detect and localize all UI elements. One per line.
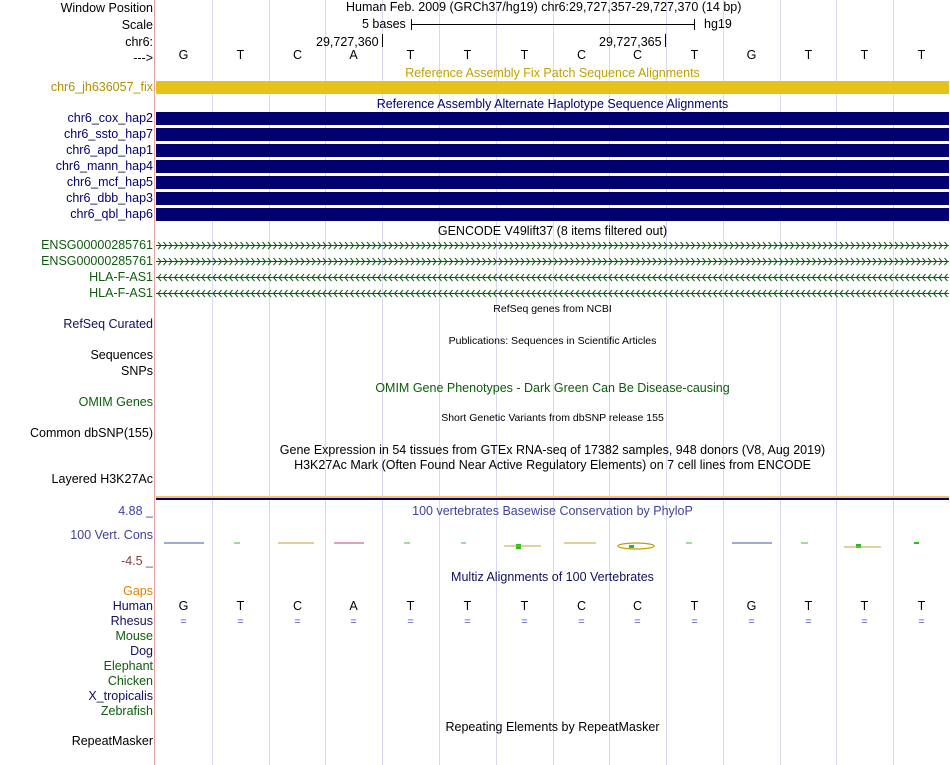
base-letter: C (292, 599, 303, 613)
sequences-label[interactable]: Sequences (90, 348, 153, 362)
gencode-gene-intron[interactable] (156, 287, 949, 300)
rhesus-match: = (748, 616, 755, 628)
base-letter: A (349, 48, 358, 62)
base-letter: T (860, 599, 869, 613)
base-letter: T (804, 48, 813, 62)
gencode-title[interactable]: GENCODE V49lift37 (8 items filtered out) (437, 224, 668, 238)
scale-bar-tick-right (694, 19, 695, 30)
dbsnp-title[interactable]: Short Genetic Variants from dbSNP release 155 (441, 412, 664, 424)
h3k27ac-baseline (156, 498, 949, 500)
gaps-label[interactable]: Gaps (123, 584, 153, 598)
vert-cons-label[interactable]: 100 Vert. Cons (70, 528, 153, 542)
db-text: hg19 (704, 17, 732, 31)
h3k27ac-title[interactable]: H3K27Ac Mark (Often Found Near Active Regulatory Elements) on 7 cell lines from ENCODE (294, 458, 811, 472)
phylop-title[interactable]: 100 vertebrates Basewise Conservation by PhyloP (412, 504, 693, 518)
layered-h3k27ac-label[interactable]: Layered H3K27Ac (51, 472, 153, 486)
base-letter: C (576, 599, 587, 613)
rhesus-match: = (521, 616, 528, 628)
alt-haplotype-title[interactable]: Reference Assembly Alternate Haplotype Sequence Alignments (376, 97, 729, 111)
fix-patch-title[interactable]: Reference Assembly Fix Patch Sequence Alignments (405, 66, 700, 80)
multiz-species-label[interactable]: Human (112, 599, 153, 613)
alt-haplotype-label[interactable]: chr6_ssto_hap7 (64, 127, 153, 141)
multiz-species-label[interactable]: Dog (130, 644, 153, 658)
base-letter: T (860, 48, 869, 62)
rhesus-match: = (464, 616, 471, 628)
coord-label-1: 29,727,360 (316, 35, 379, 49)
repeatmasker-title[interactable]: Repeating Elements by RepeatMasker (445, 720, 660, 734)
rhesus-match: = (350, 616, 357, 628)
multiz-species-label[interactable]: Elephant (103, 659, 153, 673)
repeatmasker-label[interactable]: RepeatMasker (71, 734, 153, 748)
alt-haplotype-label[interactable]: chr6_apd_hap1 (66, 143, 153, 157)
base-letter: C (632, 599, 643, 613)
alt-haplotype-bar[interactable] (156, 160, 949, 173)
base-letter: T (917, 599, 926, 613)
refseq-curated-label[interactable]: RefSeq Curated (63, 317, 153, 331)
rhesus-match: = (407, 616, 414, 628)
fix-patch-label[interactable]: chr6_jh636057_fix (50, 80, 153, 94)
alt-haplotype-bar[interactable] (156, 192, 949, 205)
multiz-species-label[interactable]: Chicken (107, 674, 153, 688)
coord-tick-2 (665, 34, 666, 47)
gtex-title[interactable]: Gene Expression in 54 tissues from GTEx RNA-seq of 17382 samples, 948 donors (V8, Aug 2019) (279, 443, 826, 457)
alt-haplotype-bar[interactable] (156, 112, 949, 125)
base-letter: T (917, 48, 926, 62)
gencode-gene-intron[interactable] (156, 255, 949, 268)
rhesus-match: = (237, 616, 244, 628)
omim-genes-label[interactable]: OMIM Genes (78, 395, 153, 409)
base-letter: C (292, 48, 303, 62)
scale-bar (411, 24, 694, 25)
chrom-label: chr6: (125, 35, 153, 49)
alt-haplotype-bar[interactable] (156, 176, 949, 189)
strand-arrow-label[interactable]: ---> (133, 51, 153, 65)
rhesus-match: = (180, 616, 187, 628)
alt-haplotype-label[interactable]: chr6_mcf_hap5 (66, 175, 153, 189)
multiz-species-label[interactable]: Rhesus (110, 614, 153, 628)
window-position-label: Window Position (60, 1, 153, 15)
base-letter: T (406, 599, 415, 613)
base-letter: T (406, 48, 415, 62)
base-letter: T (463, 599, 472, 613)
omim-title[interactable]: OMIM Gene Phenotypes - Dark Green Can Be Disease-causing (375, 381, 730, 395)
coord-tick-1 (382, 34, 383, 47)
base-letter: T (690, 599, 699, 613)
scale-bar-tick-left (411, 19, 412, 30)
multiz-species-label[interactable]: Zebrafish (100, 704, 153, 718)
scale-label: Scale (121, 18, 153, 32)
base-letter: G (178, 48, 189, 62)
alt-haplotype-bar[interactable] (156, 128, 949, 141)
multiz-species-label[interactable]: Mouse (115, 629, 153, 643)
rhesus-match: = (861, 616, 868, 628)
gencode-gene-intron[interactable] (156, 271, 949, 284)
multiz-rhesus-row (155, 614, 950, 629)
phylop-min-label: -4.5 _ (121, 554, 153, 568)
common-dbsnp-label[interactable]: Common dbSNP(155) (30, 426, 153, 440)
alt-haplotype-bar[interactable] (156, 208, 949, 221)
refseq-title[interactable]: RefSeq genes from NCBI (493, 303, 612, 315)
rhesus-match: = (578, 616, 585, 628)
base-letter: C (632, 48, 643, 62)
publications-title[interactable]: Publications: Sequences in Scientific Articles (448, 335, 657, 347)
gencode-gene-label[interactable]: HLA-F-AS1 (89, 286, 153, 300)
alt-haplotype-label[interactable]: chr6_mann_hap4 (55, 159, 153, 173)
alt-haplotype-label[interactable]: chr6_cox_hap2 (67, 111, 153, 125)
base-letter: T (520, 48, 529, 62)
rhesus-match: = (691, 616, 698, 628)
alt-haplotype-label[interactable]: chr6_qbl_hap6 (70, 207, 153, 221)
base-letter: A (349, 599, 358, 613)
base-letter: T (520, 599, 529, 613)
rhesus-match: = (918, 616, 925, 628)
base-letter: G (178, 599, 189, 613)
base-letter: G (746, 599, 757, 613)
base-sequence-row (155, 48, 950, 64)
snps-label[interactable]: SNPs (121, 364, 153, 378)
base-letter: G (746, 48, 757, 62)
base-letter: T (804, 599, 813, 613)
gencode-gene-label[interactable]: HLA-F-AS1 (89, 270, 153, 284)
fix-patch-bar[interactable] (156, 81, 949, 94)
multiz-title[interactable]: Multiz Alignments of 100 Vertebrates (451, 570, 654, 584)
base-letter: T (236, 48, 245, 62)
alt-haplotype-bar[interactable] (156, 144, 949, 157)
gencode-gene-label[interactable]: ENSG00000285761 (41, 238, 153, 252)
multiz-species-label[interactable]: X_tropicalis (88, 689, 153, 703)
coord-label-2: 29,727,365 (599, 35, 662, 49)
base-letter: C (576, 48, 587, 62)
base-letter: T (236, 599, 245, 613)
scale-text: 5 bases (362, 17, 406, 31)
phylop-max-label: 4.88 _ (118, 504, 153, 518)
base-letter: T (463, 48, 472, 62)
rhesus-match: = (294, 616, 301, 628)
multiz-human-row (155, 599, 950, 614)
assembly-position-text: Human Feb. 2009 (GRCh37/hg19) chr6:29,727,357-29,727,370 (14 bp) (346, 0, 742, 14)
rhesus-match: = (634, 616, 641, 628)
rhesus-match: = (805, 616, 812, 628)
alt-haplotype-label[interactable]: chr6_dbb_hap3 (66, 191, 153, 205)
base-letter: T (690, 48, 699, 62)
gencode-gene-label[interactable]: ENSG00000285761 (41, 254, 153, 268)
gencode-gene-intron[interactable] (156, 239, 949, 252)
phylop-signal (156, 530, 949, 556)
